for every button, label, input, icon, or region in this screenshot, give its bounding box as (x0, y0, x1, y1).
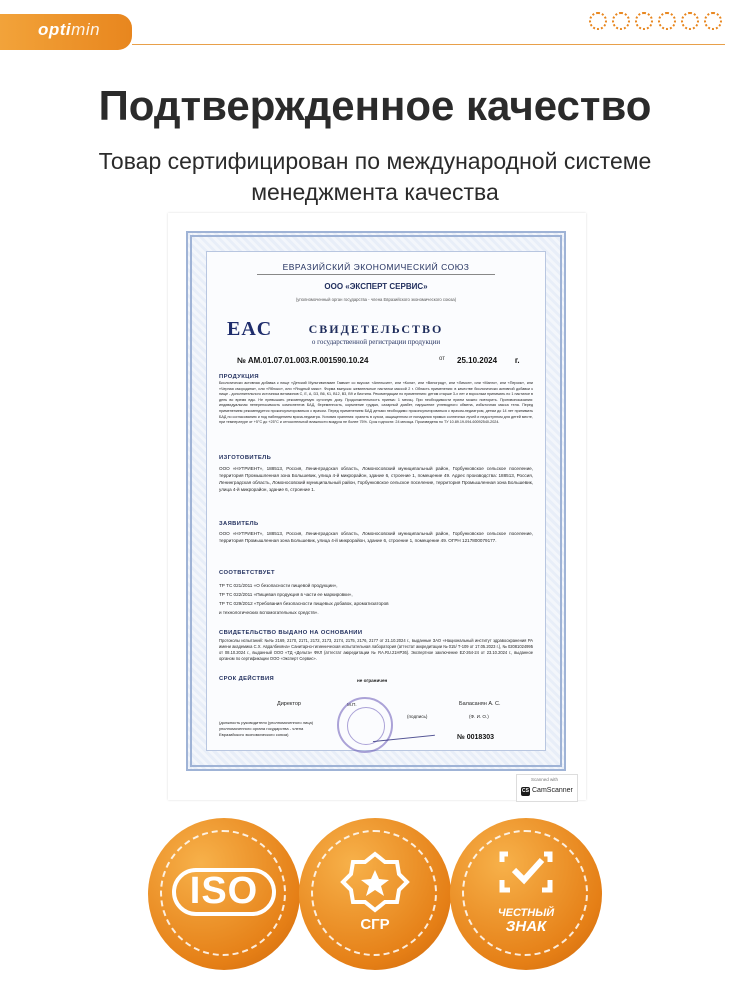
product-heading: ПРОДУКЦИЯ (219, 374, 259, 380)
cert-from: от (439, 356, 445, 362)
chestny-znak-label (450, 906, 602, 935)
camscanner-badge (516, 774, 578, 802)
cert-subtitle: о государственной регистрации продукции (311, 338, 441, 346)
cert-title: СВИДЕТЕЛЬСТВО (308, 322, 444, 336)
top-bar (0, 0, 750, 60)
cz-line1: ЧЕСТНЫЙ (497, 907, 555, 919)
director-name: Баласанян А. С. (459, 701, 501, 707)
term-value: не ограничен (357, 678, 388, 683)
page-title: Подтвержденное качество (98, 82, 652, 129)
camscanner-name: CamScanner (532, 787, 573, 794)
checkmark-frame-icon (450, 818, 602, 970)
cert-organization-note: (уполномоченный орган государства - члена Евразийского экономического союза) (295, 297, 457, 302)
signature-label: (подпись) (407, 714, 428, 719)
basis-heading: СВИДЕТЕЛЬСТВО ВЫДАНО НА ОСНОВАНИИ (219, 630, 363, 636)
cert-number-value: AM.01.07.01.003.R.001590.10.24 (247, 356, 369, 365)
brand-logo-bold: opti (38, 20, 72, 39)
decor-suns (589, 12, 722, 30)
cert-date-value: 25.10.2024 (457, 356, 498, 365)
cert-number (237, 356, 368, 365)
cert-date (457, 356, 520, 365)
manufacturer-text: ООО «НУТРИЕНТ», 188513, Россия, Ленинградская область, Ломоносовский муниципальный район, Горбунковское сельское поселение, территория Промышленная зона Большевик, улица 4-й микрорайон, здание 6, строение 1, помещение 49. Адрес производства: 188513, Россия, Ленинградская область, Ломоносовский муниципальный район, Горбунковское сельское поселение, территория Промышленная зона Большевик, улица 4-й микрорайон, здание 6, строение 1. (219, 466, 533, 492)
cert-year-suffix: г. (514, 356, 520, 365)
cert-union-line (257, 274, 495, 275)
certificate-body (206, 251, 546, 751)
sgr-label: СГР (360, 916, 390, 933)
cert-organization: ООО «ЭКСПЕРТ СЕРВИС» (324, 282, 428, 291)
term-heading: СРОК ДЕЙСТВИЯ (219, 676, 275, 682)
conforms-heading: СООТВЕТСТВУЕТ (219, 570, 275, 576)
cs-icon: CS (522, 788, 529, 794)
applicant-text: ООО «НУТРИЕНТ», 188513, Россия, Ленинградская область, Ломоносовский муниципальный район, Горбунковское сельское поселение, территория Промышленная зона Большевик, улица 4-й микрорайон, здание 6, строение 1, помещение 49. ОГРН 1217800079177. (219, 531, 533, 543)
certificate (186, 231, 566, 771)
cert-union: ЕВРАЗИЙСКИЙ ЭКОНОМИЧЕСКИЙ СОЮЗ (282, 262, 470, 272)
sun-icon (658, 12, 676, 30)
conforms-line: ТР ТС 029/2012 «Требования безопасности пищевых добавок, ароматизаторов (219, 601, 389, 606)
sun-icon (589, 12, 607, 30)
cz-line2: ЗНАК (505, 918, 547, 935)
cert-number-prefix: № (237, 356, 246, 365)
iso-label: ISO (189, 870, 259, 912)
brand-logo-tab (0, 14, 132, 50)
page-subtitle: Товар сертифицирован по международной системе менеджмента качества (98, 148, 652, 205)
position-note: (должность руководителя (уполномоченного лица) уполномоченного органа государства - члена Евразийского экономического союза) (219, 720, 314, 737)
mp-label: М.П. (347, 702, 357, 707)
chestny-znak-badge (450, 818, 602, 970)
brand-logo (38, 20, 100, 40)
header-divider (132, 44, 725, 45)
eac-mark-icon: EAC (227, 318, 273, 340)
star-medal-icon (299, 818, 451, 970)
manufacturer-heading: ИЗГОТОВИТЕЛЬ (219, 455, 272, 461)
conforms-line: и технологических вспомогательных средств». (219, 610, 319, 615)
product-text: Биологически активная добавка к пище «Детский Мультивитамин Гамми» со вкусом: «Апельсин», или «Кола», или «Виноград», или «Лимон», или «Манго», или «Персик», или «Черная смородина», или «Яблоко», или «Ягодный микс». Форма выпуска: жевательные пастилки массой 2 г. Область применения: в качестве биологически активной добавки к пище - дополнительного источника витаминов С, Е, А, D3, В6, К1, В12, В3, В9 и биотина. Рекомендации по применению: детям старше 3-х лет и взрослым принимать по 1 пастилке в день во время еды. Не превышать рекомендуемую суточную дозу. Продолжительность приема: 1 месяц. При необходимости прием можно повторить. Противопоказания: индивидуальная непереносимость компонентов БАД, беременность, кормление грудью, сахарный диабет, нарушение углеводного обмена, избыточная масса тела. Перед применением рекомендуется проконсультироваться с врачом. Перед применением БАД детьми необходимо проконсультироваться с врачом-педиатром, детям до 14 лет принимать БАД по согласованию и под наблюдением врача-педиатра. Условия хранения: хранить в сухом, защищенном от попадания прямых солнечных лучей и недоступном для детей месте, при температуре от +5°С до +25°С и относительной влажности воздуха не более 75%. Срок годности: 24 месяца. Произведена по ТУ 10.89.19-094-60092540-2024. (219, 381, 533, 425)
brand-logo-light: min (71, 20, 101, 39)
sun-icon (635, 12, 653, 30)
sun-icon (704, 12, 722, 30)
sgr-badge (299, 818, 451, 970)
sun-icon (612, 12, 630, 30)
basis-text: Протоколы испытаний: №№ 2169, 2170, 2171, 2172, 2173, 2174, 2175, 2176, 2177 от 21.10.2024 г., выданные ЗАО «Национальный институт здравоохранения РА имени академика С.Х. Авдалбекяна» Санитарно-гигиеническая испытательная лаборатория (аттестат аккредитации № 015/ Т-109 от 17.05.2023 г.), № 02081024995 от 08.10.2024 г., выданный ООО «ТД «Дельта» ФКЛ (аттестат аккредитации № RA.RU.21НР36). Экспертное заключение ЕZ-264-24 от 23.10.2024 г., выданное органом по сертификации ООО «Эксперт Сервис». (219, 638, 533, 661)
cert-serial: № 0018303 (457, 734, 494, 741)
scanned-with-text: Scanned with (531, 777, 559, 782)
fio-label: (Ф. И. О.) (469, 714, 489, 719)
applicant-heading: ЗАЯВИТЕЛЬ (219, 521, 259, 527)
certificate-scan (168, 213, 586, 800)
conforms-line: ТР ТС 021/2011 «О безопасности пищевой продукции», (219, 583, 338, 588)
conforms-line: ТР ТС 022/2011 «Пищевая продукция в части ее маркировки», (219, 592, 353, 597)
director-label: Директор (277, 701, 301, 707)
iso-badge (148, 818, 300, 970)
sun-icon (681, 12, 699, 30)
